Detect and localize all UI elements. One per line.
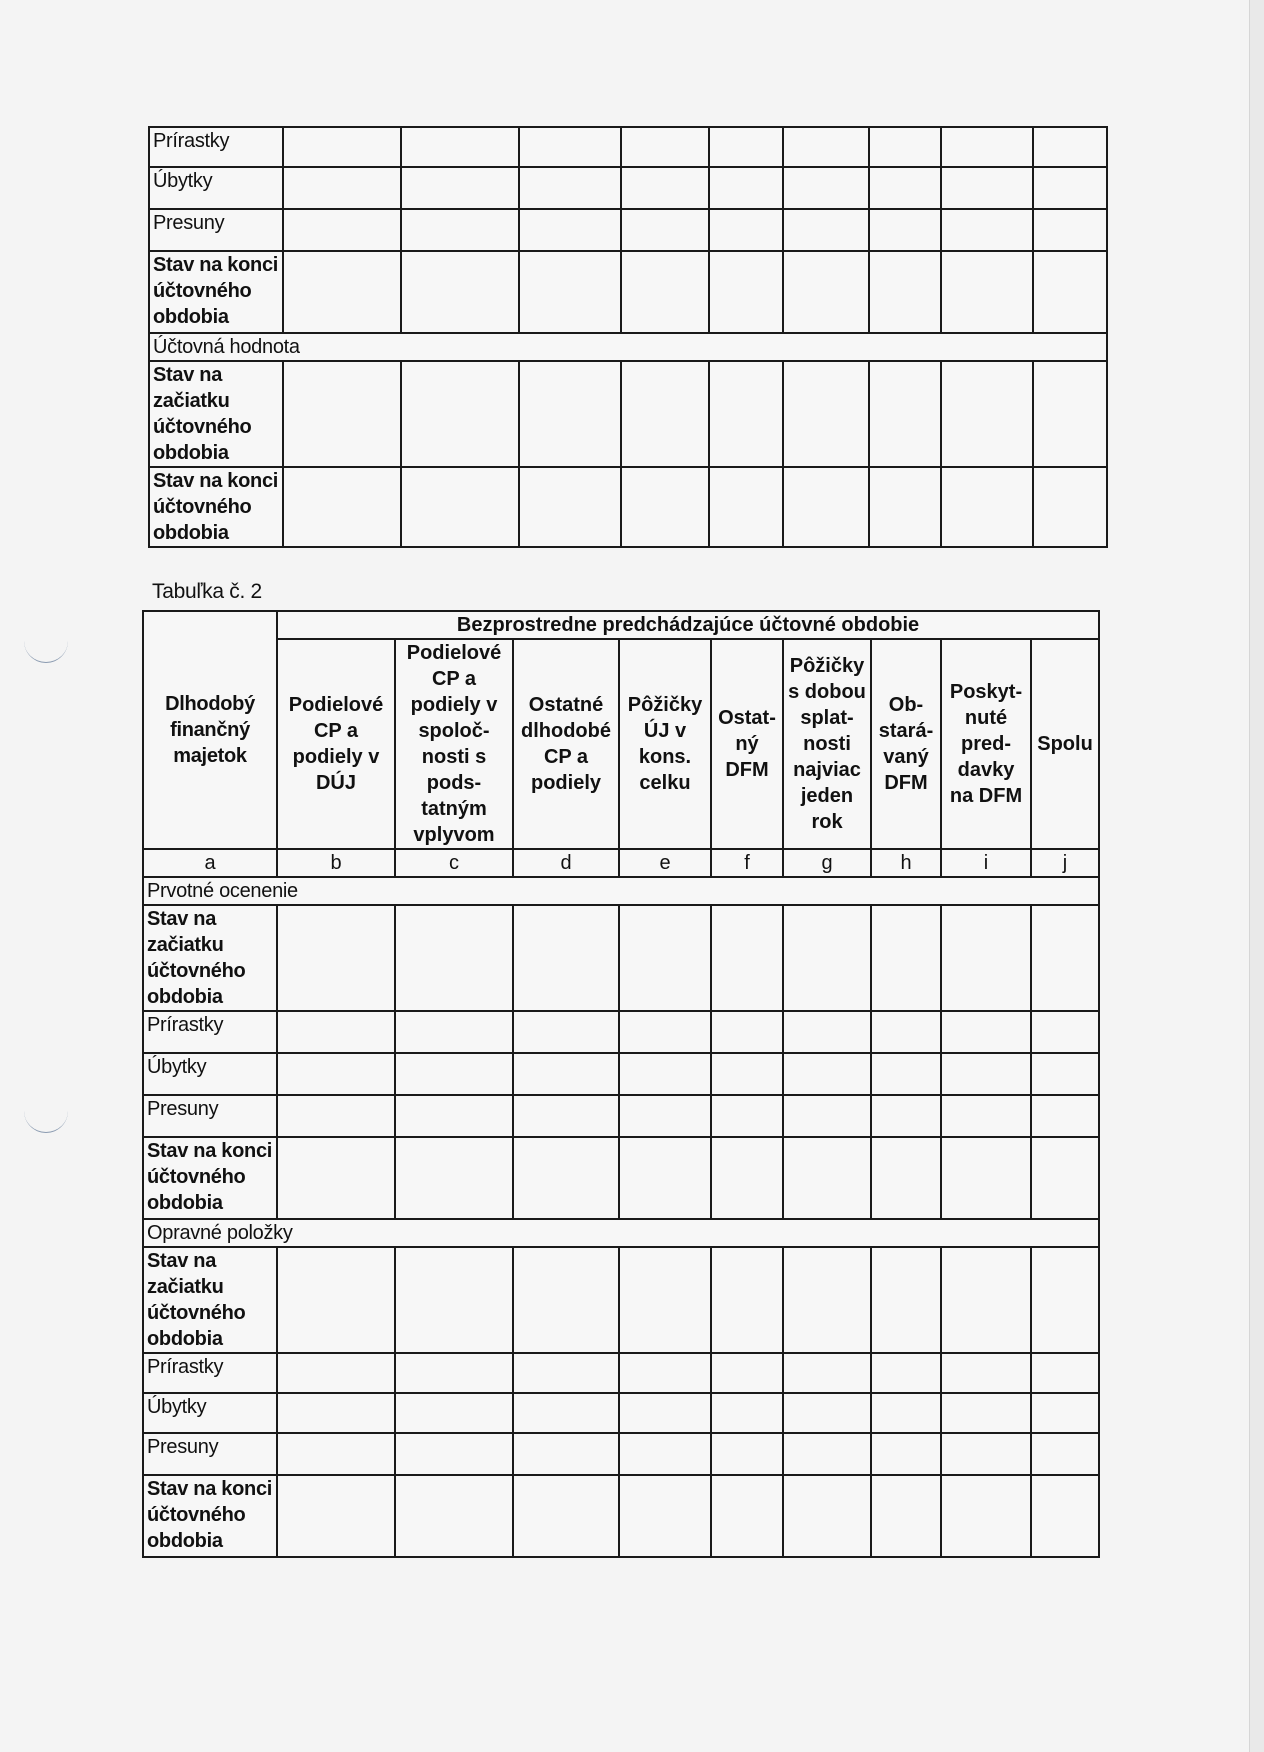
table-cell	[711, 1053, 783, 1095]
column-letter: i	[941, 849, 1031, 877]
column-header: Spolu	[1031, 639, 1099, 849]
table-cell	[941, 167, 1033, 209]
table-cell	[277, 1475, 395, 1557]
table-cell	[871, 1137, 941, 1219]
table-cell	[783, 1137, 871, 1219]
table-cell	[1033, 361, 1107, 467]
table-caption: Tabuľka č. 2	[152, 580, 262, 603]
table-cell	[869, 251, 941, 333]
table-cell	[711, 1095, 783, 1137]
table-cell	[513, 1393, 619, 1433]
table-cell	[519, 167, 621, 209]
table-cell	[513, 1353, 619, 1393]
table-cell	[283, 209, 401, 251]
table-cell	[283, 127, 401, 167]
table-cell	[941, 905, 1031, 1011]
table-cell	[519, 209, 621, 251]
table-row	[143, 1393, 1099, 1433]
section-label: Prvotné ocenenie	[143, 877, 1099, 905]
row-label: Úbytky	[149, 167, 283, 209]
table-cell	[519, 127, 621, 167]
table-cell	[1033, 467, 1107, 547]
table-cell	[395, 1433, 513, 1475]
table-cell	[513, 905, 619, 1011]
table-cell	[711, 1137, 783, 1219]
punch-hole-mark	[24, 640, 68, 663]
table-cell	[1031, 1095, 1099, 1137]
row-label: Presuny	[143, 1095, 277, 1137]
table-cell	[277, 1137, 395, 1219]
table-cell	[709, 467, 783, 547]
table-cell	[783, 1353, 871, 1393]
column-header: Ostat-ný DFM	[711, 639, 783, 849]
table-cell	[395, 1393, 513, 1433]
group-header: Bezprostredne predchádzajúce účtovné obdobie	[277, 611, 1099, 639]
table-cell	[709, 127, 783, 167]
table-row	[143, 1053, 1099, 1095]
table-cell	[783, 1247, 871, 1353]
table-row	[143, 1353, 1099, 1393]
table-cell	[619, 1247, 711, 1353]
table-cell	[513, 1137, 619, 1219]
table-2	[142, 610, 1100, 1558]
column-letter: c	[395, 849, 513, 877]
table-cell	[395, 1011, 513, 1053]
column-header: Poskyt-nuté pred-davky na DFM	[941, 639, 1031, 849]
table-cell	[395, 905, 513, 1011]
column-header: Podielové CP a podiely v spoloč-nosti s pods-tatným vplyvom	[395, 639, 513, 849]
table-cell	[395, 1053, 513, 1095]
table-cell	[513, 1095, 619, 1137]
table-cell	[395, 1095, 513, 1137]
table-cell	[621, 361, 709, 467]
table-cell	[619, 1475, 711, 1557]
table-cell	[277, 1393, 395, 1433]
table-cell	[783, 467, 869, 547]
table-cell	[871, 1011, 941, 1053]
table-cell	[941, 1433, 1031, 1475]
row-label: Úbytky	[143, 1393, 277, 1433]
table-cell	[869, 167, 941, 209]
column-letter: g	[783, 849, 871, 877]
column-header: Ostatné dlhodobé CP a podiely	[513, 639, 619, 849]
table-cell	[1033, 209, 1107, 251]
table-cell	[783, 905, 871, 1011]
table-cell	[619, 905, 711, 1011]
table-cell	[869, 127, 941, 167]
table-cell	[1031, 1393, 1099, 1433]
row-label: Stav na začiatku účtovného obdobia	[143, 1247, 277, 1353]
table-cell	[621, 127, 709, 167]
table-cell	[709, 251, 783, 333]
table-cell	[783, 251, 869, 333]
table-cell	[783, 167, 869, 209]
table-cell	[783, 1433, 871, 1475]
table-cell	[941, 127, 1033, 167]
column-header: Podielové CP a podiely v DÚJ	[277, 639, 395, 849]
column-header: Pôžičky s dobou splat-nosti najviac jeden rok	[783, 639, 871, 849]
table-cell	[869, 209, 941, 251]
table-cell	[869, 467, 941, 547]
table-cell	[1031, 1433, 1099, 1475]
table-cell	[619, 1353, 711, 1393]
table-cell	[283, 167, 401, 209]
table-row	[143, 1011, 1099, 1053]
table-cell	[783, 127, 869, 167]
table-cell	[871, 905, 941, 1011]
table-cell	[277, 1433, 395, 1475]
column-header: Ob-stará-vaný DFM	[871, 639, 941, 849]
table-cell	[401, 167, 519, 209]
table-cell	[1033, 251, 1107, 333]
table-cell	[1031, 1053, 1099, 1095]
table-cell	[1031, 1353, 1099, 1393]
table-cell	[277, 1053, 395, 1095]
table-row	[143, 1475, 1099, 1557]
table-cell	[401, 361, 519, 467]
table-cell	[711, 1433, 783, 1475]
table-cell	[941, 1137, 1031, 1219]
row-label: Presuny	[149, 209, 283, 251]
table-cell	[277, 1011, 395, 1053]
table-cell	[711, 1475, 783, 1557]
punch-hole-mark	[24, 1110, 68, 1133]
table-cell	[395, 1353, 513, 1393]
table-cell	[621, 251, 709, 333]
column-letter: j	[1031, 849, 1099, 877]
row-label: Stav na konci účtovného obdobia	[149, 251, 283, 333]
row-label: Presuny	[143, 1433, 277, 1475]
table-cell	[277, 1247, 395, 1353]
table-row	[143, 1095, 1099, 1137]
table-cell	[395, 1137, 513, 1219]
table-row	[149, 467, 1107, 547]
row-label: Stav na konci účtovného obdobia	[143, 1137, 277, 1219]
table-cell	[871, 1393, 941, 1433]
table-cell	[871, 1353, 941, 1393]
row-label: Stav na konci účtovného obdobia	[149, 467, 283, 547]
table-cell	[519, 251, 621, 333]
table-cell	[1031, 905, 1099, 1011]
table-cell	[1033, 167, 1107, 209]
section-row	[149, 333, 1107, 361]
table-cell	[277, 1095, 395, 1137]
table-cell	[1031, 1475, 1099, 1557]
table-cell	[709, 209, 783, 251]
table-cell	[871, 1053, 941, 1095]
table-cell	[283, 467, 401, 547]
table-cell	[395, 1475, 513, 1557]
table-row	[149, 361, 1107, 467]
table-cell	[783, 1393, 871, 1433]
table-cell	[871, 1433, 941, 1475]
row-label: Stav na začiatku účtovného obdobia	[149, 361, 283, 467]
table-cell	[1031, 1247, 1099, 1353]
table-cell	[621, 467, 709, 547]
table-cell	[709, 361, 783, 467]
table-cell	[401, 127, 519, 167]
table-cell	[941, 1393, 1031, 1433]
table-cell	[941, 1095, 1031, 1137]
section-row	[143, 877, 1099, 905]
table-cell	[401, 251, 519, 333]
table-cell	[941, 1353, 1031, 1393]
section-label: Opravné položky	[143, 1219, 1099, 1247]
table-row	[149, 251, 1107, 333]
table-cell	[711, 1393, 783, 1433]
column-letter: e	[619, 849, 711, 877]
table-cell	[711, 1247, 783, 1353]
row-label: Stav na konci účtovného obdobia	[143, 1475, 277, 1557]
table-cell	[621, 167, 709, 209]
table-cell	[1033, 127, 1107, 167]
table-cell	[619, 1095, 711, 1137]
table-cell	[513, 1433, 619, 1475]
table-cell	[871, 1247, 941, 1353]
table-cell	[395, 1247, 513, 1353]
table-cell	[941, 361, 1033, 467]
table-cell	[941, 251, 1033, 333]
page-edge	[1249, 0, 1264, 1752]
table-cell	[941, 1475, 1031, 1557]
table-cell	[519, 361, 621, 467]
table-cell	[1031, 1011, 1099, 1053]
table-row	[149, 209, 1107, 251]
column-letter: a	[143, 849, 277, 877]
column-letter: b	[277, 849, 395, 877]
table-cell	[941, 1011, 1031, 1053]
table-cell	[871, 1095, 941, 1137]
table-cell	[513, 1247, 619, 1353]
table-cell	[783, 1011, 871, 1053]
table-cell	[869, 361, 941, 467]
table-cell	[941, 1247, 1031, 1353]
table-cell	[283, 251, 401, 333]
table-cell	[783, 361, 869, 467]
row-label: Stav na začiatku účtovného obdobia	[143, 905, 277, 1011]
table-cell	[709, 167, 783, 209]
table-1	[148, 126, 1108, 548]
column-letters-row	[143, 849, 1099, 877]
table-cell	[619, 1433, 711, 1475]
table-cell	[513, 1011, 619, 1053]
table-cell	[619, 1393, 711, 1433]
column-header-row	[143, 639, 1099, 849]
table-cell	[619, 1137, 711, 1219]
table-row	[143, 1137, 1099, 1219]
table-cell	[513, 1475, 619, 1557]
table-cell	[277, 905, 395, 1011]
section-label: Účtovná hodnota	[149, 333, 1107, 361]
table-cell	[711, 1011, 783, 1053]
table-row	[149, 167, 1107, 209]
table-row	[143, 1433, 1099, 1475]
table-row	[143, 905, 1099, 1011]
row-label: Úbytky	[143, 1053, 277, 1095]
table-cell	[941, 1053, 1031, 1095]
table-cell	[619, 1011, 711, 1053]
table-cell	[941, 209, 1033, 251]
table-cell	[783, 1095, 871, 1137]
table-cell	[711, 1353, 783, 1393]
table-cell	[711, 905, 783, 1011]
table-cell	[621, 209, 709, 251]
first-column-header: Dlhodobý finančný majetok	[143, 611, 277, 849]
table-cell	[871, 1475, 941, 1557]
table-cell	[401, 209, 519, 251]
table-row	[143, 1247, 1099, 1353]
table-cell	[277, 1353, 395, 1393]
column-letter: f	[711, 849, 783, 877]
header-row	[143, 611, 1099, 639]
row-label: Prírastky	[149, 127, 283, 167]
row-label: Prírastky	[143, 1011, 277, 1053]
table-cell	[1031, 1137, 1099, 1219]
table-cell	[941, 467, 1033, 547]
table-cell	[783, 1475, 871, 1557]
table-cell	[401, 467, 519, 547]
table-cell	[783, 209, 869, 251]
table-cell	[513, 1053, 619, 1095]
column-letter: h	[871, 849, 941, 877]
table-row	[149, 127, 1107, 167]
section-row	[143, 1219, 1099, 1247]
table-cell	[783, 1053, 871, 1095]
column-letter: d	[513, 849, 619, 877]
table-cell	[619, 1053, 711, 1095]
column-header: Pôžičky ÚJ v kons. celku	[619, 639, 711, 849]
table-cell	[519, 467, 621, 547]
row-label: Prírastky	[143, 1353, 277, 1393]
table-cell	[283, 361, 401, 467]
